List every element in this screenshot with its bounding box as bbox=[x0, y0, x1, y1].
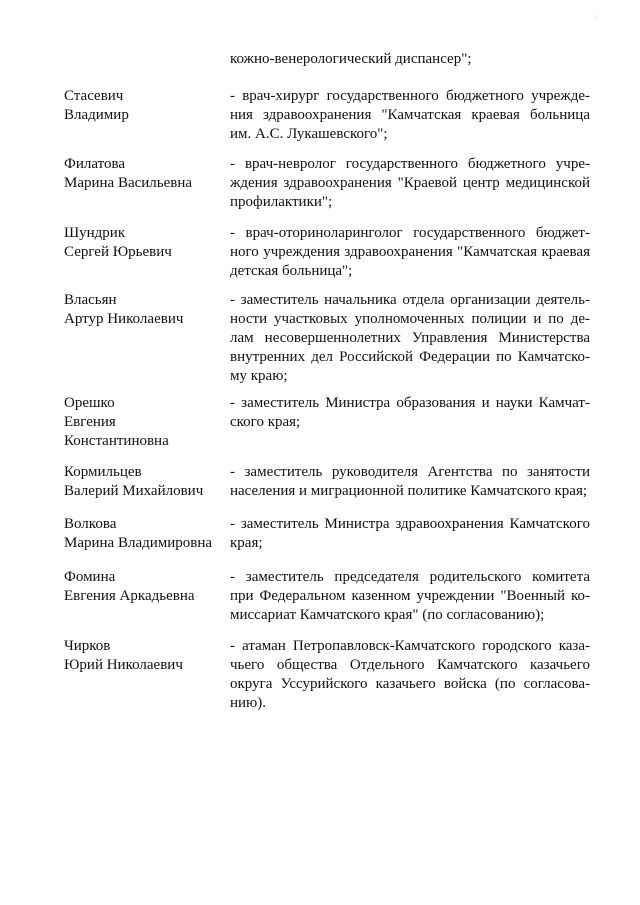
given-name: Юрий Николаевич bbox=[64, 657, 183, 673]
member-position bbox=[230, 568, 590, 625]
position-line: - врач-невролог государственного бюджетного учре- bbox=[230, 156, 590, 172]
member-position bbox=[230, 463, 590, 501]
position-line: нию). bbox=[230, 695, 267, 711]
given-name: Евгения bbox=[64, 414, 116, 430]
surname: Кормильцев bbox=[64, 464, 142, 480]
given-name: Сергей Юрьевич bbox=[64, 244, 172, 260]
position-line: миссариат Камчатского края" (по согласованию); bbox=[230, 607, 545, 623]
position-line: - заместитель Министра здравоохранения Камчатского bbox=[230, 516, 590, 532]
position-line: ского края; bbox=[230, 414, 301, 430]
position-line: чьего общества Отдельного Камчатского казачьего bbox=[230, 657, 590, 673]
patronymic: Константиновна bbox=[64, 433, 169, 449]
continuation-line: кожно-венерологический диспансер"; bbox=[230, 51, 472, 67]
member-position bbox=[230, 394, 590, 432]
member-position bbox=[230, 637, 590, 713]
position-line: детская больница"; bbox=[230, 263, 353, 279]
surname: Шундрик bbox=[64, 225, 126, 241]
position-line: им. А.С. Лукашевского"; bbox=[230, 126, 388, 142]
surname: Стасевич bbox=[64, 88, 124, 104]
member-name bbox=[64, 291, 224, 329]
given-name: Марина Васильевна bbox=[64, 175, 193, 191]
position-line: - заместитель Министра образования и науки Камчат- bbox=[230, 395, 590, 411]
position-line: населения и миграционной политике Камчатского края; bbox=[230, 483, 588, 499]
member-name bbox=[64, 224, 224, 262]
given-name: Владимир bbox=[64, 107, 129, 123]
member-name bbox=[64, 463, 224, 501]
surname: Орешко bbox=[64, 395, 115, 411]
member-position bbox=[230, 515, 590, 553]
position-line: округа Уссурийского казачьего войска (по согласова- bbox=[230, 676, 590, 692]
position-line: лам несовершеннолетних Управления Министерства bbox=[230, 330, 590, 346]
position-line: ного учреждения здравоохранения "Камчатская краевая bbox=[230, 244, 590, 260]
member-name bbox=[64, 394, 224, 451]
position-line: му краю; bbox=[230, 368, 288, 384]
member-position bbox=[230, 291, 590, 386]
member-name bbox=[64, 568, 224, 606]
position-line: - заместитель руководителя Агентства по занятости bbox=[230, 464, 590, 480]
position-line: ждения здравоохранения "Краевой центр медицинской bbox=[230, 175, 590, 191]
position-line: - врач-хирург государственного бюджетного учрежде- bbox=[230, 88, 590, 104]
surname: Волкова bbox=[64, 516, 117, 532]
member-position bbox=[230, 224, 590, 281]
position-line: - заместитель председателя родительского комитета bbox=[230, 569, 590, 585]
position-line: внутренних дел Российской Федерации по Камчатско- bbox=[230, 349, 590, 365]
scan-mark: · bbox=[595, 12, 598, 21]
surname: Фомина bbox=[64, 569, 116, 585]
position-line: ности участковых уполномоченных полиции и по де- bbox=[230, 311, 590, 327]
member-position bbox=[230, 155, 590, 212]
position-line: края; bbox=[230, 535, 263, 551]
member-name bbox=[64, 515, 224, 553]
member-name bbox=[64, 637, 224, 675]
member-position bbox=[230, 87, 590, 144]
given-name: Марина Владимировна bbox=[64, 535, 213, 551]
surname: Филатова bbox=[64, 156, 126, 172]
position-line: профилактики"; bbox=[230, 194, 333, 210]
given-name: Евгения Аркадьевна bbox=[64, 588, 195, 604]
member-name bbox=[64, 87, 224, 125]
position-line: - атаман Петропавловск-Камчатского городского каза- bbox=[230, 638, 590, 654]
position-line: ния здравоохранения "Камчатская краевая больница bbox=[230, 107, 590, 123]
position-line: - врач-оториноларинголог государственного бюджет- bbox=[230, 225, 590, 241]
given-name: Артур Николаевич bbox=[64, 311, 184, 327]
surname: Чирков bbox=[64, 638, 111, 654]
position-line: при Федеральном казенном учреждении "Военный ко- bbox=[230, 588, 590, 604]
surname: Власьян bbox=[64, 292, 117, 308]
member-name bbox=[64, 155, 224, 193]
position-line: - заместитель начальника отдела организации деятель- bbox=[230, 292, 590, 308]
given-name: Валерий Михайлович bbox=[64, 483, 204, 499]
